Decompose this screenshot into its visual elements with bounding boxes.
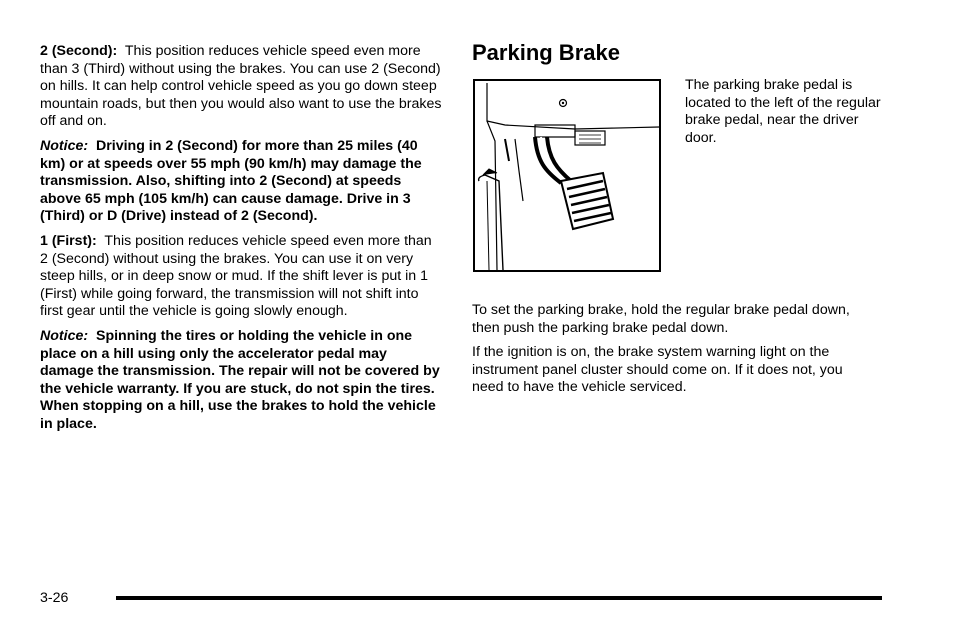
notice-label: Notice: (40, 137, 89, 154)
term-second: 2 (Second): (40, 43, 118, 59)
paragraph-warning-light: If the ignition is on, the brake system warning light on the instrument panel cluster should come on. If it does not, you need to have the vehicle serviced. (472, 344, 843, 396)
paragraph-set-brake: To set the parking brake, hold the regular brake pedal down, then push the parking brake pedal down. (472, 302, 850, 336)
footer-rule (116, 596, 882, 600)
text-second: This position reduces vehicle speed even more than 3 (Third) without using the brakes. You can use 2 (Second) on hills. It can help control vehicle speed as you go down steep mountain roads, but then you would also want to use the brakes off and on. (40, 43, 442, 130)
right-column-body (472, 302, 872, 404)
parking-brake-illustration (473, 79, 661, 272)
notice-spinning-tires (40, 328, 442, 434)
notice-label: Notice: (40, 327, 89, 344)
paragraph-first-gear (40, 233, 442, 321)
figure-caption: The parking brake pedal is located to the left of the regular brake pedal, near the driver door. (685, 77, 881, 146)
term-first: 1 (First): (40, 232, 97, 249)
left-column (40, 43, 442, 440)
text-first: This position reduces vehicle speed even more than 2 (Second) without using the brakes. You can use it on very steep hills, or in deep snow or mud. If the shift lever is put in 1 (First) while going forward, the transmission will not shift into first gear until the vehicle is going slowly enough. (40, 232, 432, 320)
pedal-drawing (475, 81, 659, 270)
section-title: Parking Brake (472, 40, 620, 65)
notice-second-gear (40, 138, 442, 226)
page-number: 3-26 (40, 590, 69, 606)
notice-text: Driving in 2 (Second) for more than 25 miles (40 km) or at speeds over 55 mph (90 km/h) may damage the transmission. Also, shifting into 2 (Second) at speeds above 65 mph (105 km/h) can cause damage. Drive in 3 (Third) or D (Drive) instead of 2 (Second). (40, 137, 422, 225)
notice-text: Spinning the tires or holding the vehicle in one place on a hill using only the accelerator pedal may damage the transmission. The repair will not be covered by the vehicle warranty. If you are stuck, do not spin the tires. When stopping on a hill, use the brakes to hold the vehicle in place. (40, 327, 440, 432)
paragraph-second-gear (40, 43, 442, 131)
